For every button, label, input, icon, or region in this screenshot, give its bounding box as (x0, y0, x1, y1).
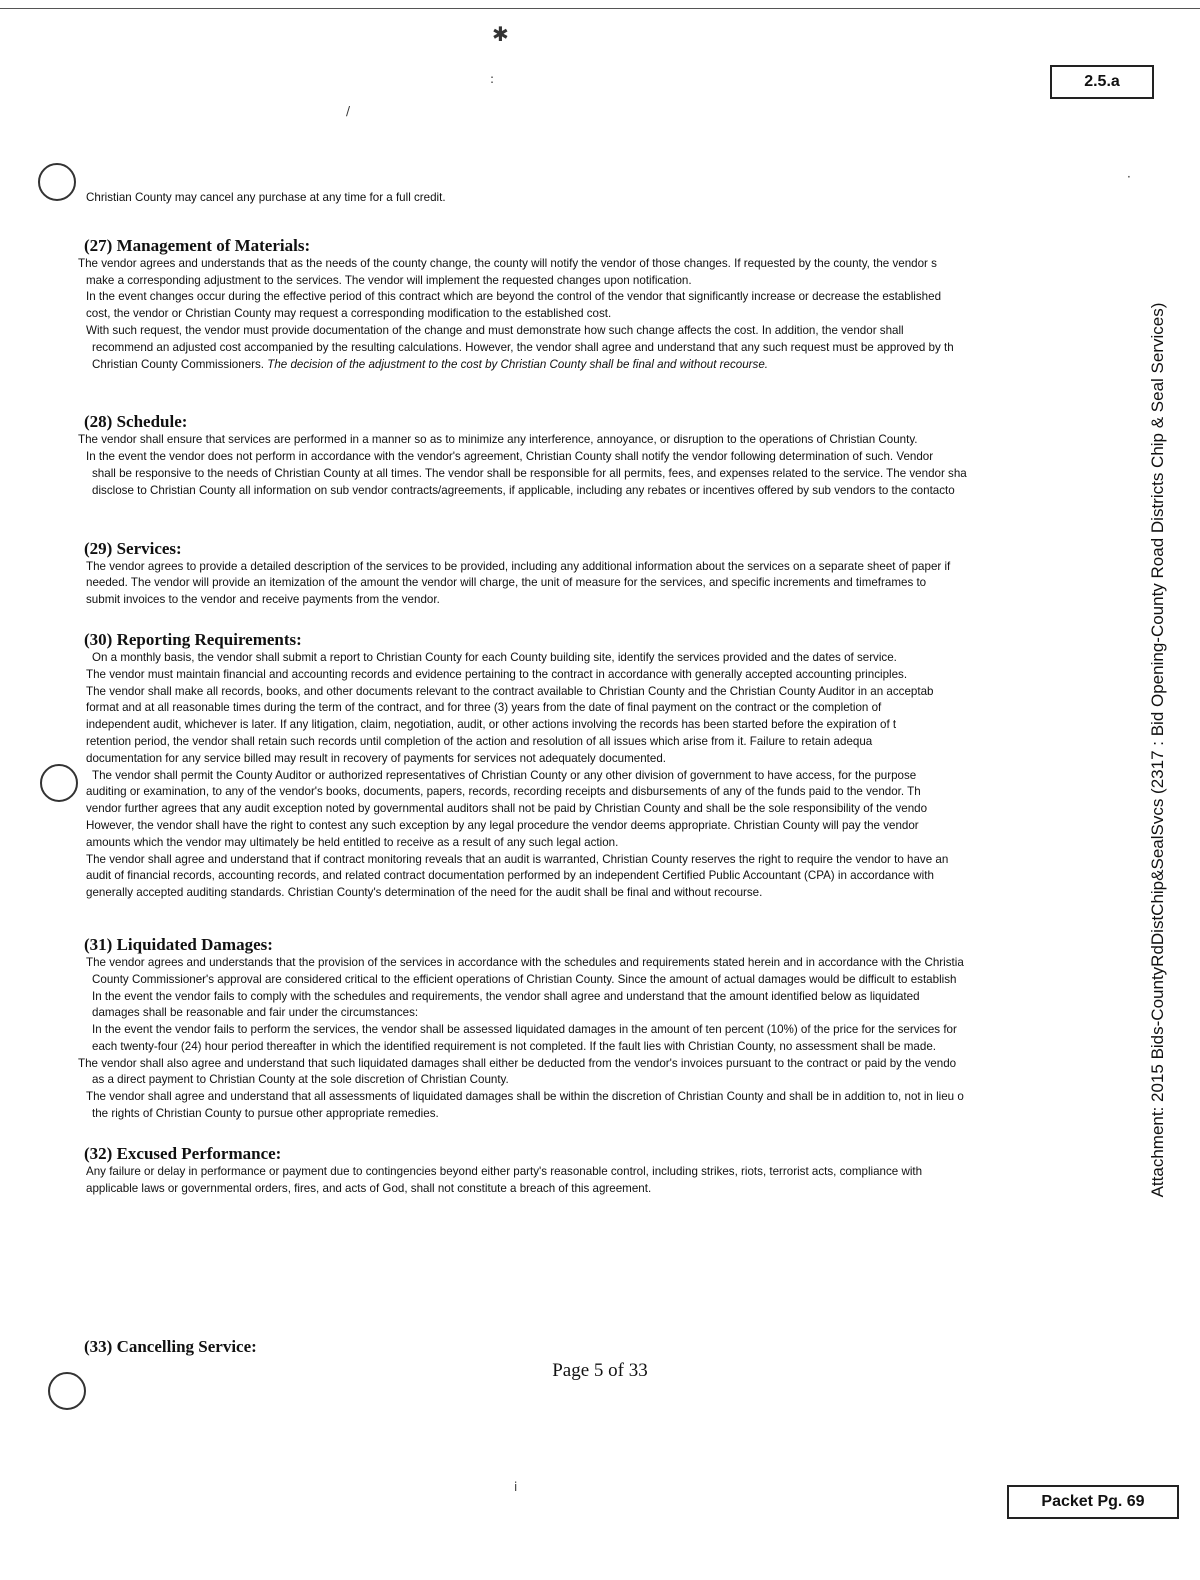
section-29 (78, 540, 1123, 609)
section-line: Any failure or delay in performance or payment due to contingencies beyond either party's reasonable control, including strikes, riots, terrorist acts, compliance with (86, 1164, 923, 1178)
top-rule (0, 8, 1200, 9)
section-30 (78, 631, 1123, 902)
section-line: The vendor shall also agree and understand that such liquidated damages shall either be deducted from the vendor's invoices pursuant to the contract or paid by the vendo (78, 1056, 957, 1070)
section-heading: (28) Schedule: (84, 412, 188, 432)
scan-speck: : (490, 72, 495, 86)
scan-smudge: ✱ (492, 22, 509, 46)
section-line: as a direct payment to Christian County at the sole discretion of Christian County. (92, 1073, 509, 1087)
section-line: The vendor agrees to provide a detailed description of the services to be provided, including any additional information about the services on a separate sheet of paper if (86, 559, 951, 573)
section-line: The vendor shall ensure that services are performed in a manner so as to minimize any interference, annoyance, or disruption to the operations of Christian County. (78, 433, 918, 447)
section-line: each twenty-four (24) hour period thereafter in which the identified requirement is not completed. If the fault lies with Christian County, no assessment shall be made. (92, 1039, 936, 1053)
section-line: On a monthly basis, the vendor shall submit a report to Christian County for each County building site, identify the services provided and the dates of service. (92, 650, 897, 664)
section-line: The vendor shall make all records, books, and other documents relevant to the contract available to Christian County and the Christian County Auditor in an acceptab (86, 684, 934, 698)
section-heading: (31) Liquidated Damages: (84, 934, 273, 954)
section-heading: (27) Management of Materials: (84, 235, 311, 255)
section-line: The vendor shall agree and understand that if contract monitoring reveals that an audit is warranted, Christian County reserves the right to require the vendor to have an (86, 852, 949, 866)
section-line: In the event the vendor fails to perform the services, the vendor shall be assessed liquidated damages in the amount of ten percent (10%) of the price for the services for (92, 1023, 957, 1037)
section-line: independent audit, whichever is later. If any litigation, claim, negotiation, audit, or other actions involving the records has been started before the expiration of t (86, 718, 897, 732)
section-line: applicable laws or governmental orders, fires, and acts of God, shall not constitute a breach of this agreement. (86, 1181, 652, 1195)
scan-speck: / (346, 104, 351, 118)
section-28 (78, 413, 1123, 499)
section-line: submit invoices to the vendor and receive payments from the vendor. (86, 593, 440, 607)
section-line: vendor further agrees that any audit exception noted by governmental auditors shall not be paid by Christian County and shall be the sole responsibility of the vendo (86, 802, 928, 816)
section-32 (78, 1145, 1123, 1198)
section-line: retention period, the vendor shall retain such records until completion of the action and resolution of all issues which arise from it. Failure to retain adequa (86, 734, 873, 748)
section-heading: (30) Reporting Requirements: (84, 629, 302, 649)
section-line: County Commissioner's approval are considered critical to the efficient operations of Christian County. Since the amount of actual damages would be difficult to establish (92, 972, 957, 986)
section-heading: (32) Excused Performance: (84, 1143, 282, 1163)
scan-speck: i (514, 1480, 518, 1494)
italic-clause: The decision of the adjustment to the cost by Christian County shall be final and without recourse. (267, 357, 769, 371)
scan-speck: · (1127, 170, 1131, 184)
section-33-heading: (33) Cancelling Service: (84, 1337, 257, 1356)
section-line: In the event the vendor fails to comply with the schedules and requirements, the vendor shall agree and understand that the amount identified below as liquidated (92, 989, 920, 1003)
page-number: Page 5 of 33 (552, 1360, 648, 1381)
section-line: The vendor agrees and understands that as the needs of the county change, the county will notify the vendor of those changes. If requested by the county, the vendor s (78, 256, 937, 270)
punch-hole (40, 764, 78, 802)
intro-text: Christian County may cancel any purchase at any time for a full credit. (86, 191, 446, 204)
section-line: The vendor shall permit the County Auditor or authorized representatives of Christian County or any other division of government to have access, for the purpose (92, 768, 917, 782)
section-line: The vendor shall agree and understand that all assessments of liquidated damages shall be within the discretion of Christian County and shall be in addition to, not in lieu o (86, 1090, 964, 1104)
packet-page-label: Packet Pg. 69 (1007, 1485, 1179, 1519)
punch-hole (38, 163, 76, 201)
section-line: The vendor agrees and understands that the provision of the services in accordance with the schedules and requirements stated herein and in accordance with the Christia (86, 955, 964, 969)
section-31 (78, 936, 1123, 1123)
section-line: the rights of Christian County to pursue other appropriate remedies. (92, 1107, 439, 1121)
section-line: audit of financial records, accounting records, and related contract documentation performed by an independent Certified Public Accountant (CPA) in accordance with (86, 869, 934, 883)
section-line: In the event the vendor does not perform in accordance with the vendor's agreement, Christian County shall notify the vendor following determination of such. Vendor (86, 450, 934, 464)
section-line: With such request, the vendor must provide documentation of the change and must demonstrate how such change affects the cost. In addition, the vendor shall (86, 323, 904, 337)
section-line: format and at all reasonable times during the term of the contract, and for three (3) years from the date of final payment on the contract or the completion of (86, 701, 882, 715)
section-line: needed. The vendor will provide an itemization of the amount the vendor will charge, the unit of measure for the services, and specific increments and timeframes to (86, 576, 927, 590)
section-line: However, the vendor shall have the right to contest any such exception by any legal procedure the vendor deems appropriate. Christian County will pay the vendor (86, 818, 919, 832)
section-line: recommend an adjusted cost accompanied by the resulting calculations. However, the vendor shall agree and understand that any such request must be approved by th (92, 340, 954, 354)
section-27 (78, 237, 1123, 374)
section-line-with-italic (78, 357, 1123, 374)
section-line: generally accepted auditing standards. Christian County's determination of the need for the audit shall be final and without recourse. (86, 886, 763, 900)
section-line: shall be responsive to the needs of Christian County at all times. The vendor shall be responsible for all permits, fees, and expenses related to the service. The vendor sha (92, 466, 967, 480)
attachment-sidebar-text: Attachment: 2015 Bids-CountyRdDistChip&SealSvcs (2317 : Bid Opening-County Road Districts Chip & Seal Services) (1148, 302, 1167, 1198)
section-line: The vendor must maintain financial and accounting records and evidence pertaining to the contract in accordance with generally accepted accounting principles. (86, 667, 908, 681)
section-tag: 2.5.a (1050, 65, 1154, 99)
section-line: In the event changes occur during the effective period of this contract which are beyond the control of the vendor that significantly increase or decrease the established (86, 290, 942, 304)
section-line: damages shall be reasonable and fair under the circumstances: (92, 1006, 419, 1020)
section-line: make a corresponding adjustment to the services. The vendor will implement the requested changes upon notification. (86, 273, 692, 287)
section-line: documentation for any service billed may result in recovery of payments for services not adequately documented. (86, 751, 666, 765)
section-line: disclose to Christian County all information on sub vendor contracts/agreements, if applicable, including any rebates or incentives offered by sub vendors to the contacto (92, 483, 955, 497)
section-line: Christian County Commissioners. (92, 357, 265, 371)
section-line: auditing or examination, to any of the vendor's books, documents, papers, records, recording receipts and disbursements of any of the funds paid to the vendor. Th (86, 785, 921, 799)
document-body (78, 190, 1123, 1197)
section-line: cost, the vendor or Christian County may request a corresponding modification to the established cost. (86, 307, 612, 321)
section-heading: (29) Services: (84, 538, 182, 558)
section-line: amounts which the vendor may ultimately be held entitled to receive as a result of any such legal action. (86, 835, 619, 849)
